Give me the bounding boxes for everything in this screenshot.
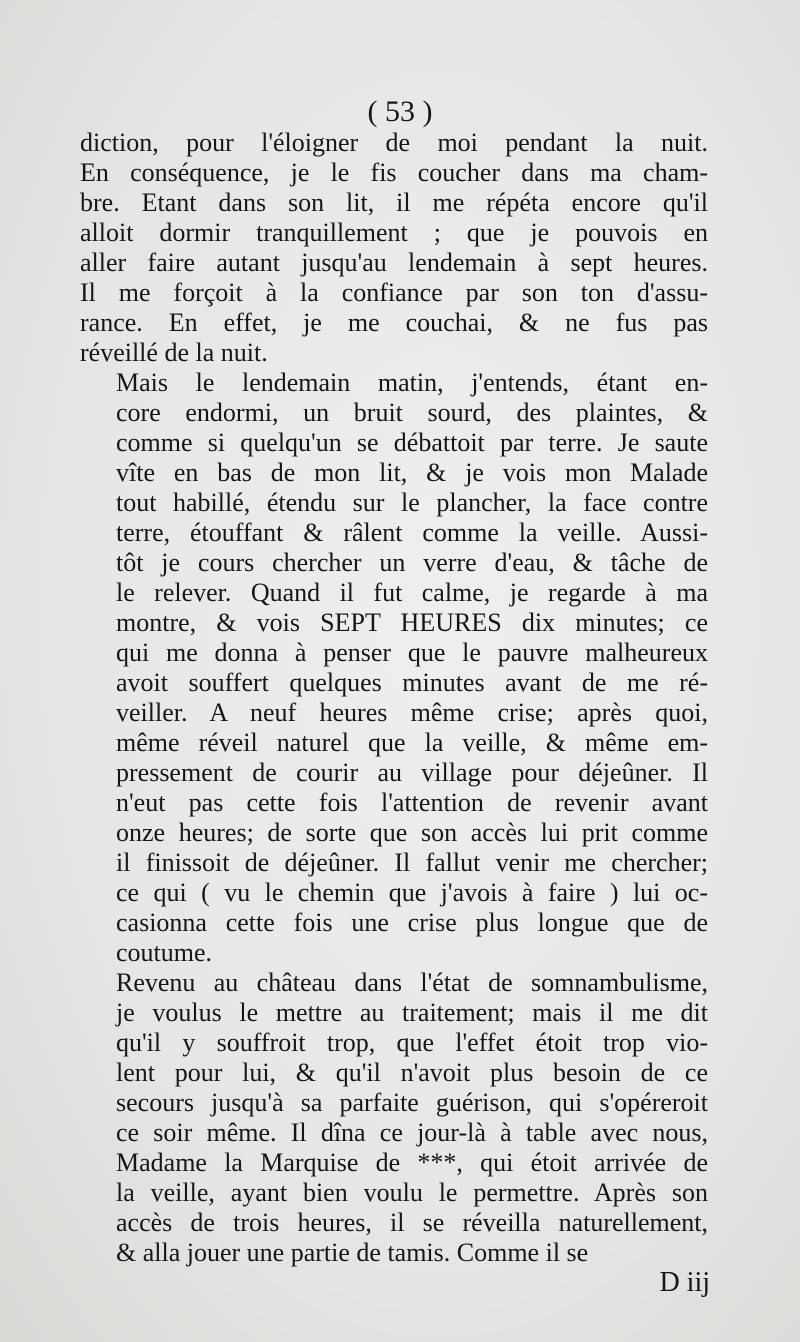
- text-line: accès de trois heures, il se réveilla naturellement,: [116, 1208, 708, 1237]
- text-line: Revenu au château dans l'état de somnambulisme,: [116, 968, 708, 997]
- text-line: & alla jouer une partie de tamis. Comme il se: [116, 1238, 589, 1267]
- text-line: comme si quelqu'un se débattoit par terre. Je saute: [116, 428, 708, 457]
- text-line: il finissoit de déjeûner. Il fallut venir me chercher;: [116, 848, 708, 877]
- text-line: tout habillé, étendu sur le plancher, la face contre: [116, 488, 708, 517]
- text-line: terre, étouffant & râlent comme la veille. Aussi-: [116, 518, 708, 547]
- text-line: Madame la Marquise de ***, qui étoit arrivée de: [116, 1148, 708, 1177]
- text-line: ce soir même. Il dîna ce jour-là à table avec nous,: [116, 1118, 708, 1147]
- text-line: coutume.: [116, 938, 213, 967]
- paragraph-3: [80, 968, 708, 1268]
- text-line: même réveil naturel que la veille, & même em-: [116, 728, 708, 757]
- text-line: onze heures; de sorte que son accès lui prit comme: [116, 818, 708, 847]
- text-line: ce qui ( vu le chemin que j'avois à faire ) lui oc-: [116, 878, 708, 907]
- page-number: ( 53 ): [367, 95, 433, 128]
- text-line: aller faire autant jusqu'au lendemain à sept heures.: [80, 248, 708, 277]
- text-line: core endormi, un bruit sourd, des plaintes, &: [116, 398, 708, 427]
- text-line: montre, & vois SEPT HEURES dix minutes; ce: [116, 608, 708, 637]
- text-line: la veille, ayant bien voulu le permettre. Après son: [116, 1178, 708, 1207]
- paragraph-1: [80, 128, 708, 368]
- text-line: Mais le lendemain matin, j'entends, étant en-: [116, 368, 708, 397]
- text-line: pressement de courir au village pour déjeûner. Il: [116, 758, 708, 787]
- text-line: tôt je cours chercher un verre d'eau, & tâche de: [116, 548, 708, 577]
- paragraph-2: [80, 368, 708, 968]
- text-line: En conséquence, je le fis coucher dans ma cham-: [80, 158, 708, 187]
- text-line: qu'il y souffroit trop, que l'effet étoit trop vio-: [116, 1028, 708, 1057]
- text-line: qui me donna à penser que le pauvre malheureux: [116, 638, 708, 667]
- text-line: vîte en bas de mon lit, & je vois mon Malade: [116, 458, 708, 487]
- text-line: secours jusqu'à sa parfaite guérison, qui s'opéreroit: [116, 1088, 708, 1117]
- text-line: bre. Etant dans son lit, il me répéta encore qu'il: [80, 188, 708, 217]
- text-line: le relever. Quand il fut calme, je regarde à ma: [116, 578, 708, 607]
- text-line: rance. En effet, je me couchai, & ne fus pas: [80, 308, 708, 337]
- text-line: n'eut pas cette fois l'attention de revenir avant: [116, 788, 708, 817]
- text-line: lent pour lui, & qu'il n'avoit plus besoin de ce: [116, 1058, 708, 1087]
- text-line: réveillé de la nuit.: [80, 338, 268, 367]
- text-line: casionna cette fois une crise plus longue que de: [116, 908, 708, 937]
- text-line: alloit dormir tranquillement ; que je pouvois en: [80, 218, 708, 247]
- text-line: avoit souffert quelques minutes avant de me ré-: [116, 668, 708, 697]
- text-line: diction, pour l'éloigner de moi pendant la nuit.: [80, 128, 708, 157]
- text-line: je voulus le mettre au traitement; mais il me dit: [116, 998, 708, 1027]
- signature-mark: D iij: [659, 1267, 710, 1298]
- text-line: Il me forçoit à la confiance par son ton d'assu-: [80, 278, 708, 307]
- body-text: [80, 128, 708, 1268]
- text-line: veiller. A neuf heures même crise; après quoi,: [116, 698, 708, 727]
